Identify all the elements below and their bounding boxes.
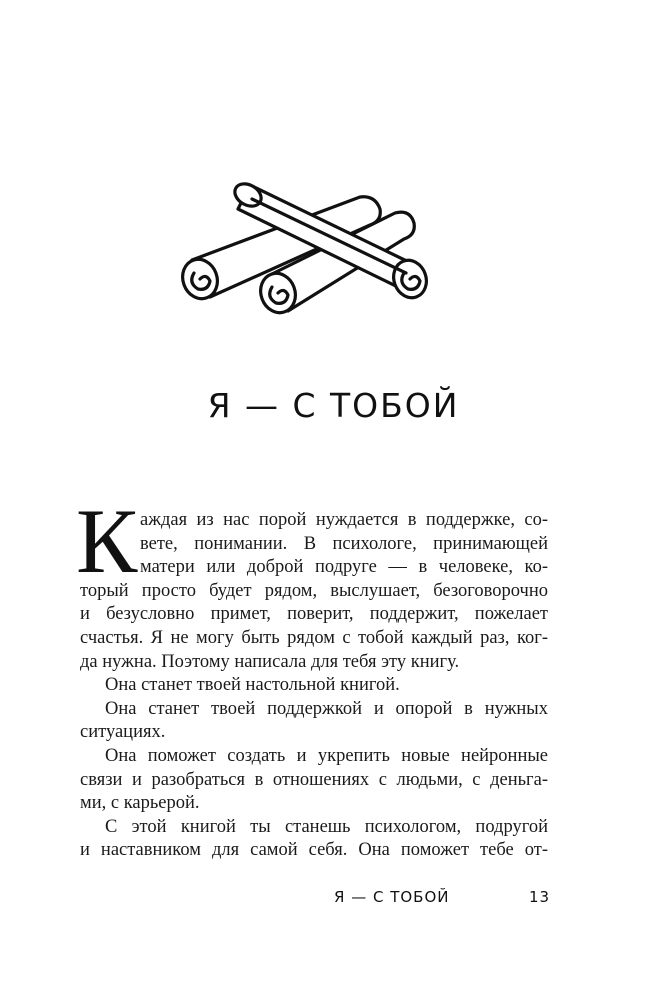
text-line: Она станет твоей поддержкой и опорой в нужных <box>105 698 548 719</box>
text-line: торый просто будет рядом, выслушает, безоговорочно <box>80 580 548 601</box>
body-text <box>76 490 548 863</box>
text-line: и безусловно примет, поверит, поддержит, пожелает <box>80 604 548 625</box>
page-number: 13 <box>529 888 551 906</box>
cinnamon-sticks-illustration <box>170 165 450 325</box>
text-line: да нужна. Поэтому написала для тебя эту книгу. <box>80 651 460 672</box>
drop-cap: К <box>76 490 138 592</box>
text-line: Она поможет создать и укрепить новые нейронные <box>105 745 548 766</box>
running-title: Я — С ТОБОЙ <box>334 888 450 906</box>
text-line: ситуациях. <box>80 722 166 743</box>
text-line: ми, с карьерой. <box>80 793 200 814</box>
text-line: аждая из нас порой нуждается в поддержке, со- <box>140 510 548 530</box>
text-line: и наставником для самой себя. Она поможет тебе от- <box>80 840 548 861</box>
text-line: связи и разобраться в отношениях с людьми, с деньга- <box>80 769 548 790</box>
text-line: Она станет твоей настольной книгой. <box>105 675 400 696</box>
text-line: матери или доброй подруге — в человеке, ко- <box>140 557 548 578</box>
text-line: вете, понимании. В психологе, принимающей <box>140 533 548 554</box>
text-line: счастья. Я не могу быть рядом с тобой каждый раз, ког- <box>80 627 548 648</box>
chapter-title: Я — С ТОБОЙ <box>207 386 460 425</box>
text-line: С этой книгой ты станешь психологом, подругой <box>105 816 548 837</box>
